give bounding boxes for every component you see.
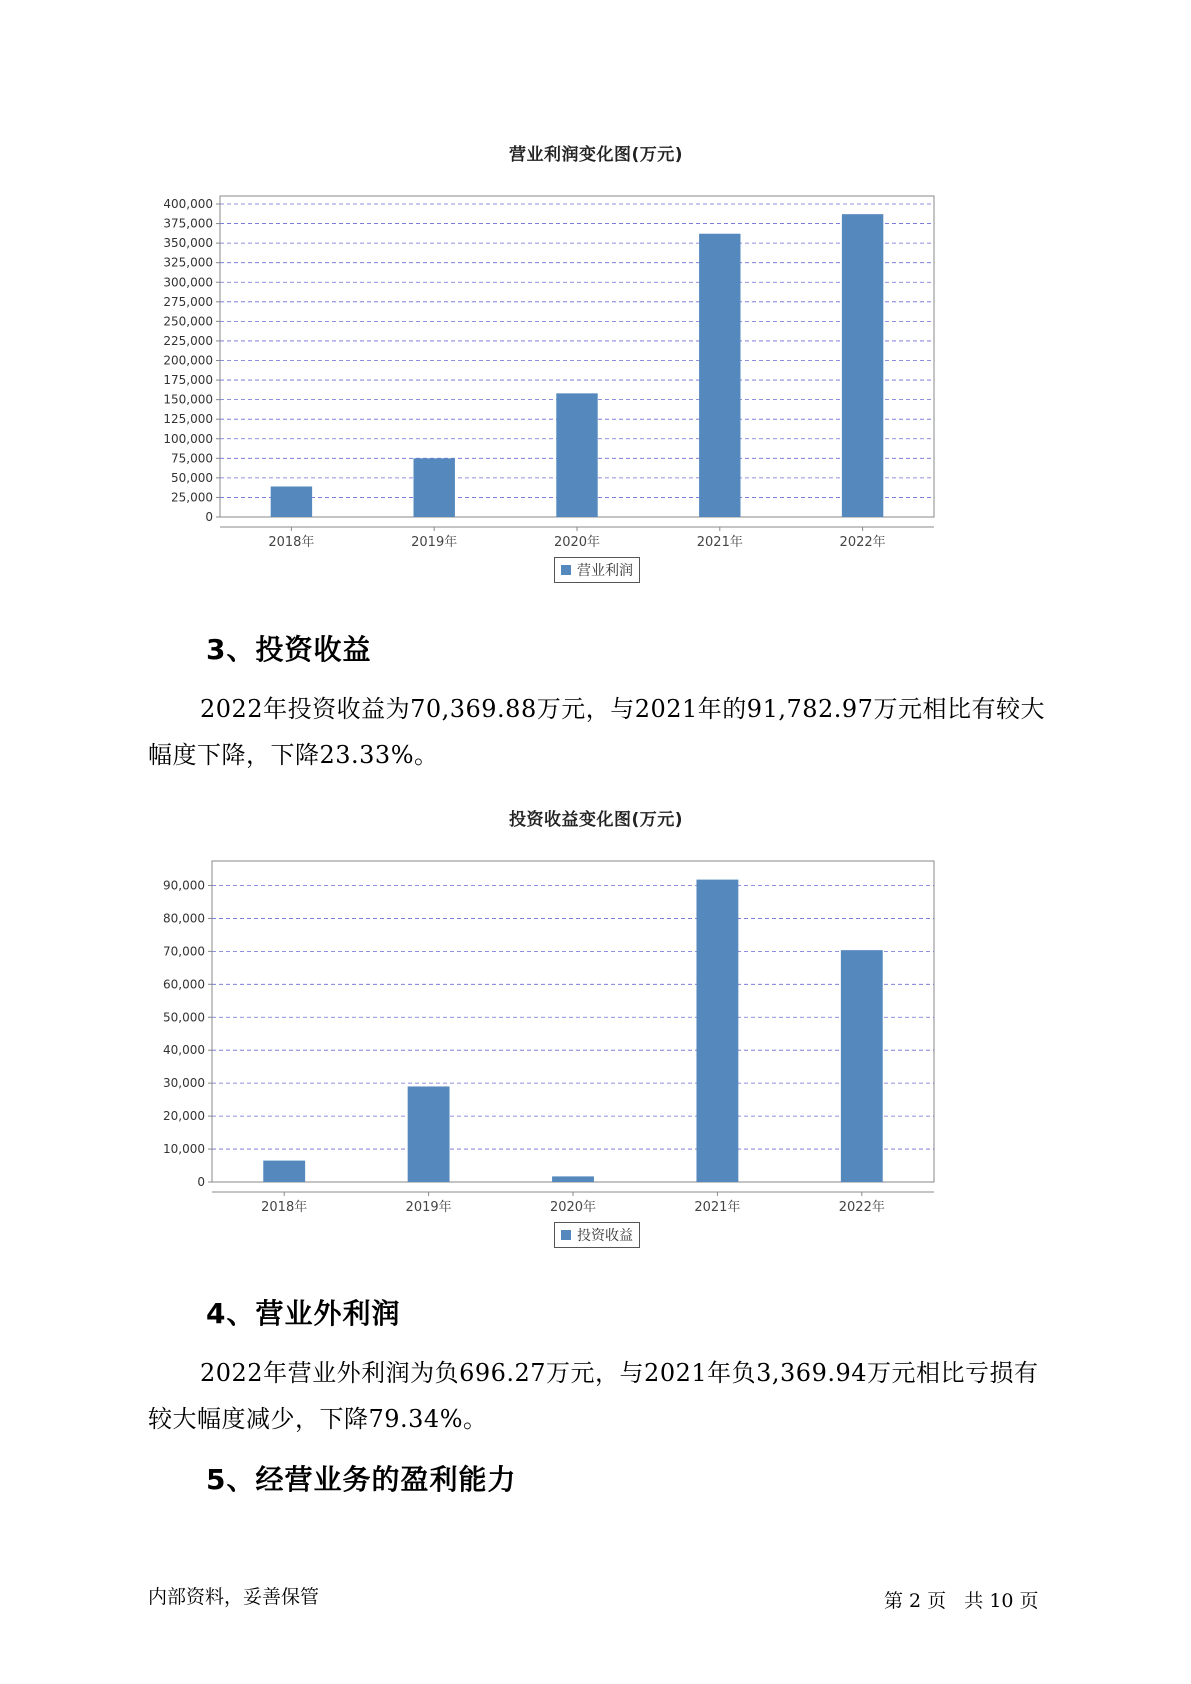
chart-legend — [554, 1222, 640, 1248]
x-tick-label: 2019年 — [405, 1200, 452, 1215]
footer-confidential-note: 内部资料，妥善保管 — [148, 1586, 320, 1608]
y-tick-label: 40,000 — [163, 1043, 205, 1058]
y-tick-label: 75,000 — [171, 451, 213, 466]
plot-frame — [212, 861, 934, 1182]
x-tick-label: 2018年 — [268, 535, 315, 550]
bar — [271, 486, 312, 517]
bar — [263, 1161, 305, 1182]
y-tick-label: 225,000 — [163, 333, 213, 348]
bar — [552, 1176, 594, 1182]
section-text-3: 2022年投资收益为70,369.88万元，与2021年的91,782.97万元相比有较大幅度下降，下降23.33%。 — [148, 695, 1045, 769]
y-tick-label: 250,000 — [163, 314, 213, 329]
y-tick-label: 400,000 — [163, 197, 213, 211]
y-tick-label: 60,000 — [163, 977, 205, 992]
chart-title: 营业利润变化图(万元) — [508, 145, 684, 165]
section-text-4: 2022年营业外利润为负696.27万元，与2021年负3,369.94万元相比亏损有较大幅度减少，下降79.34%。 — [148, 1359, 1039, 1433]
legend-label: 投资收益 — [577, 1228, 633, 1244]
bar — [696, 880, 738, 1182]
y-tick-label: 50,000 — [163, 1010, 205, 1025]
section-heading-5: 5、经营业务的盈利能力 — [206, 1463, 517, 1496]
x-tick-label: 2021年 — [696, 535, 743, 550]
x-tick-label: 2020年 — [549, 1200, 597, 1215]
section-heading-4: 4、营业外利润 — [206, 1297, 401, 1330]
footer-page-number: 第 2 页 共 10 页 — [884, 1590, 1039, 1612]
y-tick-label: 90,000 — [163, 878, 205, 893]
bar-chart-operating-profit — [163, 180, 1022, 580]
x-tick-label: 2020年 — [553, 535, 601, 550]
bar — [413, 458, 454, 517]
legend-swatch — [561, 1230, 571, 1240]
legend-swatch — [561, 565, 571, 575]
y-tick-label: 125,000 — [163, 412, 213, 427]
legend-label: 营业利润 — [577, 563, 633, 579]
chart-operating-profit — [163, 140, 1022, 600]
y-tick-label: 350,000 — [163, 236, 213, 251]
y-tick-label: 175,000 — [163, 373, 213, 388]
y-tick-label: 200,000 — [163, 353, 213, 368]
chart-title: 投资收益变化图(万元) — [508, 810, 684, 830]
x-tick-label: 2022年 — [838, 1200, 885, 1215]
bar — [842, 214, 883, 517]
y-tick-label: 50,000 — [171, 470, 213, 485]
x-tick-label: 2018年 — [261, 1200, 308, 1215]
section-heading-3: 3、投资收益 — [206, 633, 372, 666]
y-tick-label: 25,000 — [171, 490, 213, 505]
chart-investment-income — [163, 805, 1022, 1265]
x-tick-label: 2021年 — [694, 1200, 741, 1215]
bar — [408, 1086, 450, 1182]
x-tick-label: 2022年 — [839, 535, 886, 550]
bar-chart-investment-income — [163, 845, 1022, 1245]
y-tick-label: 0 — [205, 510, 213, 524]
y-tick-label: 325,000 — [163, 255, 213, 270]
bar — [699, 234, 740, 517]
bar — [841, 950, 883, 1182]
chart-legend — [554, 557, 640, 583]
y-tick-label: 100,000 — [163, 431, 213, 446]
y-tick-label: 70,000 — [163, 944, 205, 959]
y-tick-label: 300,000 — [163, 275, 213, 290]
y-tick-label: 375,000 — [163, 216, 213, 231]
y-tick-label: 20,000 — [163, 1109, 205, 1124]
y-tick-label: 150,000 — [163, 392, 213, 407]
y-tick-label: 275,000 — [163, 294, 213, 309]
y-tick-label: 80,000 — [163, 911, 205, 926]
x-tick-label: 2019年 — [411, 535, 458, 550]
y-tick-label: 0 — [197, 1175, 205, 1189]
y-tick-label: 10,000 — [163, 1142, 205, 1157]
bar — [556, 393, 597, 517]
y-tick-label: 30,000 — [163, 1076, 205, 1091]
